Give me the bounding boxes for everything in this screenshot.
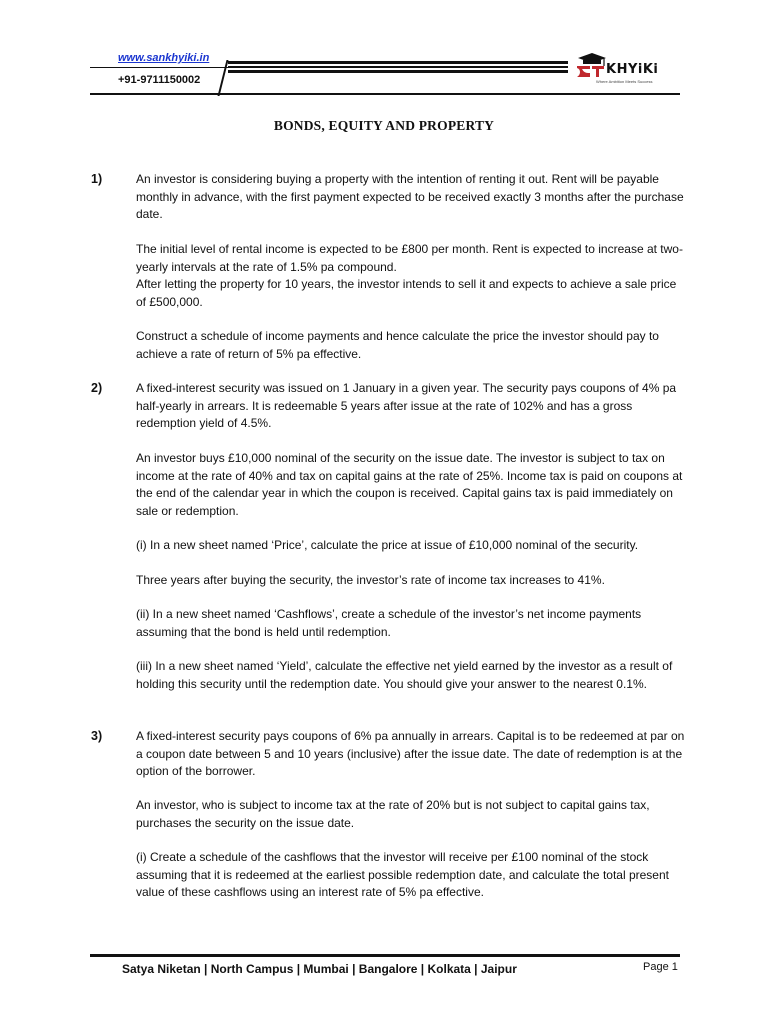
page-title: BONDS, EQUITY AND PROPERTY [273,118,495,133]
question-paragraph: The initial level of rental income is expected to be £800 per month. Rent is expected to increase at two-yearly intervals at the rate of 1.5% pa compound. [136,242,683,274]
question-paragraph: An investor, who is subject to income tax at the rate of 20% but is not subject to capital gains tax, purchases the security on the issue date. [136,798,650,830]
sankhyiki-logo [574,46,682,86]
website-link[interactable]: www.sankhyiki.in [118,52,210,64]
phone-number: +91-9711150002 [118,74,201,86]
question-paragraph: An investor is considering buying a property with the intention of renting it out. Rent will be payable monthly in advance, with the first payment expected to be received exactly 3 months after the purchase date. [136,172,684,221]
header-rule [228,66,568,68]
question-paragraph: (iii) In a new sheet named ‘Yield’, calculate the effective net yield earned by the investor as a result of holding this security until the redemption date. You should give your answer to the nearest 0.1%. [136,659,673,691]
page-header [0,0,768,100]
question-paragraph: A fixed-interest security pays coupons of 6% pa annually in arrears. Capital is to be redeemed at par on a coupon date between 5 and 10 years (inclusive) after the issue date. The date of redemption is at the option of the borrower. [136,729,685,778]
header-rule [228,93,680,95]
header-rule [228,70,568,73]
footer-rule [90,954,680,957]
question-number: 1) [91,172,103,186]
header-rule [228,61,568,64]
logo-wordmark: KHYiKi [606,62,659,77]
question-paragraph: An investor buys £10,000 nominal of the security on the issue date. The investor is subject to tax on income at the rate of 40% and tax on capital gains at the rate of 25%. Income tax is paid on coupons at the end of the calendar year in which the coupon is received. Capital gains tax is paid immediately on sale or redemption. [136,451,683,518]
header-rule [90,67,228,68]
question-number: 2) [91,381,103,395]
footer-locations: Satya Niketan | North Campus | Mumbai | Bangalore | Kolkata | Jaipur [122,962,517,976]
header-rule [90,93,228,95]
question-paragraph: Three years after buying the security, the investor’s rate of income tax increases to 41%. [136,573,605,587]
question-paragraph: A fixed-interest security was issued on 1 January in a given year. The security pays coupons of 4% pa half-yearly in arrears. It is redeemable 5 years after issue at the rate of 102% and has a gross redemption yield of 4.5%. [136,381,677,430]
logo-tagline: Where Ambition Meets Success [596,79,653,84]
graduation-cap-icon [574,52,608,80]
page-number: Page 1 [643,961,678,973]
question-paragraph: (ii) In a new sheet named ‘Cashflows’, create a schedule of the investor’s net income payments assuming that the bond is held until redemption. [136,607,642,639]
question-paragraph: (i) Create a schedule of the cashflows that the investor will receive per £100 nominal of the stock assuming that it is redeemed at the earliest possible redemption date, and calculate the total present value of these cashflows using an interest rate of 5% pa effective. [136,850,669,899]
question-paragraph: (i) In a new sheet named ‘Price’, calculate the price at issue of £10,000 nominal of the security. [136,538,639,552]
question-paragraph: Construct a schedule of income payments and hence calculate the price the investor should pay to achieve a rate of return of 5% pa effective. [136,329,659,361]
question-number: 3) [91,729,103,743]
question-paragraph: After letting the property for 10 years, the investor intends to sell it and expects to achieve a sale price of £500,000. [136,277,677,309]
